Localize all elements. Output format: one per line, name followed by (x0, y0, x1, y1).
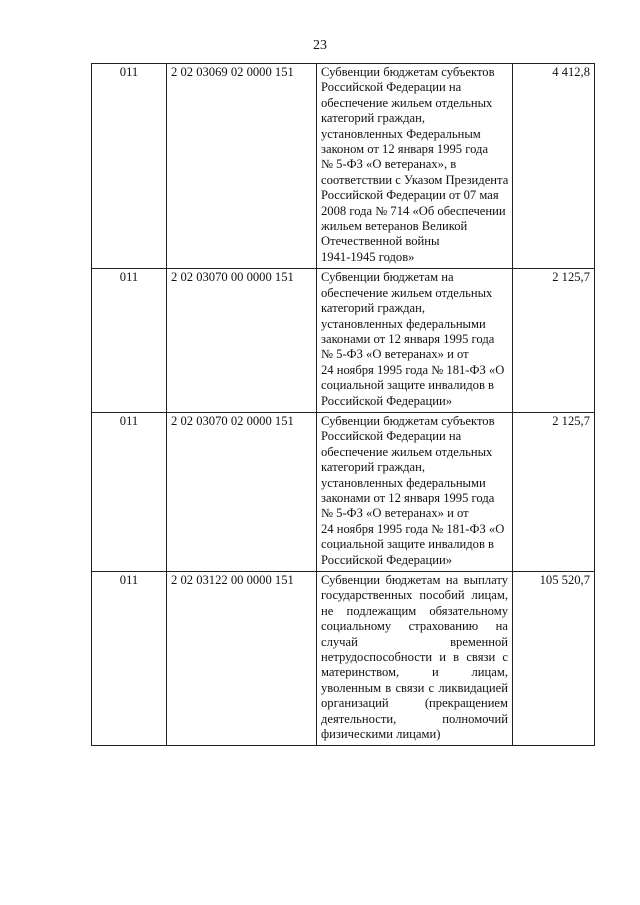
amount-cell: 2 125,7 (513, 269, 595, 413)
admin-code-cell: 011 (92, 412, 167, 571)
description-line: Российской Федерации на (321, 80, 462, 95)
description-line: жильем ветеранов Великой (321, 219, 468, 234)
description-line: законом от 12 января 1995 года (321, 142, 489, 157)
description-line: № 5-ФЗ «О ветеранах» и от (321, 347, 469, 362)
description-line: обеспечение жильем отдельных (321, 95, 493, 110)
description-line: 24 ноября 1995 года № 181-ФЗ «О (321, 521, 505, 536)
table-row (92, 412, 595, 571)
description-line: 1941-1945 годов» (321, 249, 415, 264)
description-line: деятельности, полномочий (321, 711, 508, 726)
description-line: установленных Федеральным (321, 126, 481, 141)
admin-code-cell: 011 (92, 572, 167, 746)
table-row (92, 572, 595, 746)
table-row (92, 64, 595, 269)
description-line: Субвенции бюджетам на (321, 270, 454, 285)
description-line: социальному страхованию на (321, 619, 508, 634)
description-line: № 5-ФЗ «О ветеранах», в (321, 157, 457, 172)
description-line: законами от 12 января 1995 года (321, 490, 495, 505)
budget-table (91, 63, 595, 746)
description-line: не подлежащим обязательному (321, 603, 508, 618)
description-line: обеспечение жильем отдельных (321, 285, 493, 300)
description-line: Субвенции бюджетам субъектов (321, 413, 495, 428)
description-line: социальной защите инвалидов в (321, 378, 494, 393)
classification-code-cell: 2 02 03122 00 0000 151 (167, 572, 317, 746)
description-line: Отечественной войны (321, 234, 440, 249)
description-line: Российской Федерации» (321, 393, 452, 408)
page-number: 23 (313, 38, 327, 53)
description-line: № 5-ФЗ «О ветеранах» и от (321, 506, 469, 521)
description-line: нетрудоспособности и в связи с (321, 650, 508, 665)
description-cell (317, 269, 513, 413)
description-line: физическими лицами) (321, 727, 441, 742)
description-line: законами от 12 января 1995 года (321, 331, 495, 346)
amount-cell: 105 520,7 (513, 572, 595, 746)
amount-cell: 4 412,8 (513, 64, 595, 269)
description-line: социальной защите инвалидов в (321, 537, 494, 552)
description-cell (317, 64, 513, 269)
description-line: категорий граждан, (321, 111, 425, 126)
classification-code-cell: 2 02 03070 00 0000 151 (167, 269, 317, 413)
description-line: материнством, и лицам, (321, 665, 508, 680)
description-line: 24 ноября 1995 года № 181-ФЗ «О (321, 362, 505, 377)
description-line: установленных федеральными (321, 475, 486, 490)
description-line: Российской Федерации на (321, 429, 462, 444)
description-line: категорий граждан, (321, 301, 425, 316)
description-cell (317, 572, 513, 746)
admin-code-cell: 011 (92, 64, 167, 269)
description-line: организаций (прекращением (321, 696, 508, 711)
amount-cell: 2 125,7 (513, 412, 595, 571)
description-line: соответствии с Указом Президента (321, 172, 509, 187)
description-line: случай временной (321, 634, 508, 649)
admin-code-cell: 011 (92, 269, 167, 413)
description-line: Субвенции бюджетам субъектов (321, 65, 495, 79)
description-line: государственных пособий лицам, (321, 588, 508, 603)
description-line: Российской Федерации от 07 мая (321, 188, 499, 203)
description-line: установленных федеральными (321, 316, 486, 331)
description-line: Субвенции бюджетам на выплату (321, 573, 508, 587)
description-cell (317, 412, 513, 571)
table-row (92, 269, 595, 413)
classification-code-cell: 2 02 03069 02 0000 151 (167, 64, 317, 269)
classification-code-cell: 2 02 03070 02 0000 151 (167, 412, 317, 571)
description-line: уволенным в связи с ликвидацией (321, 680, 508, 695)
description-line: 2008 года № 714 «Об обеспечении (321, 203, 506, 218)
description-line: Российской Федерации» (321, 552, 452, 567)
description-line: категорий граждан, (321, 460, 425, 475)
description-line: обеспечение жильем отдельных (321, 444, 493, 459)
